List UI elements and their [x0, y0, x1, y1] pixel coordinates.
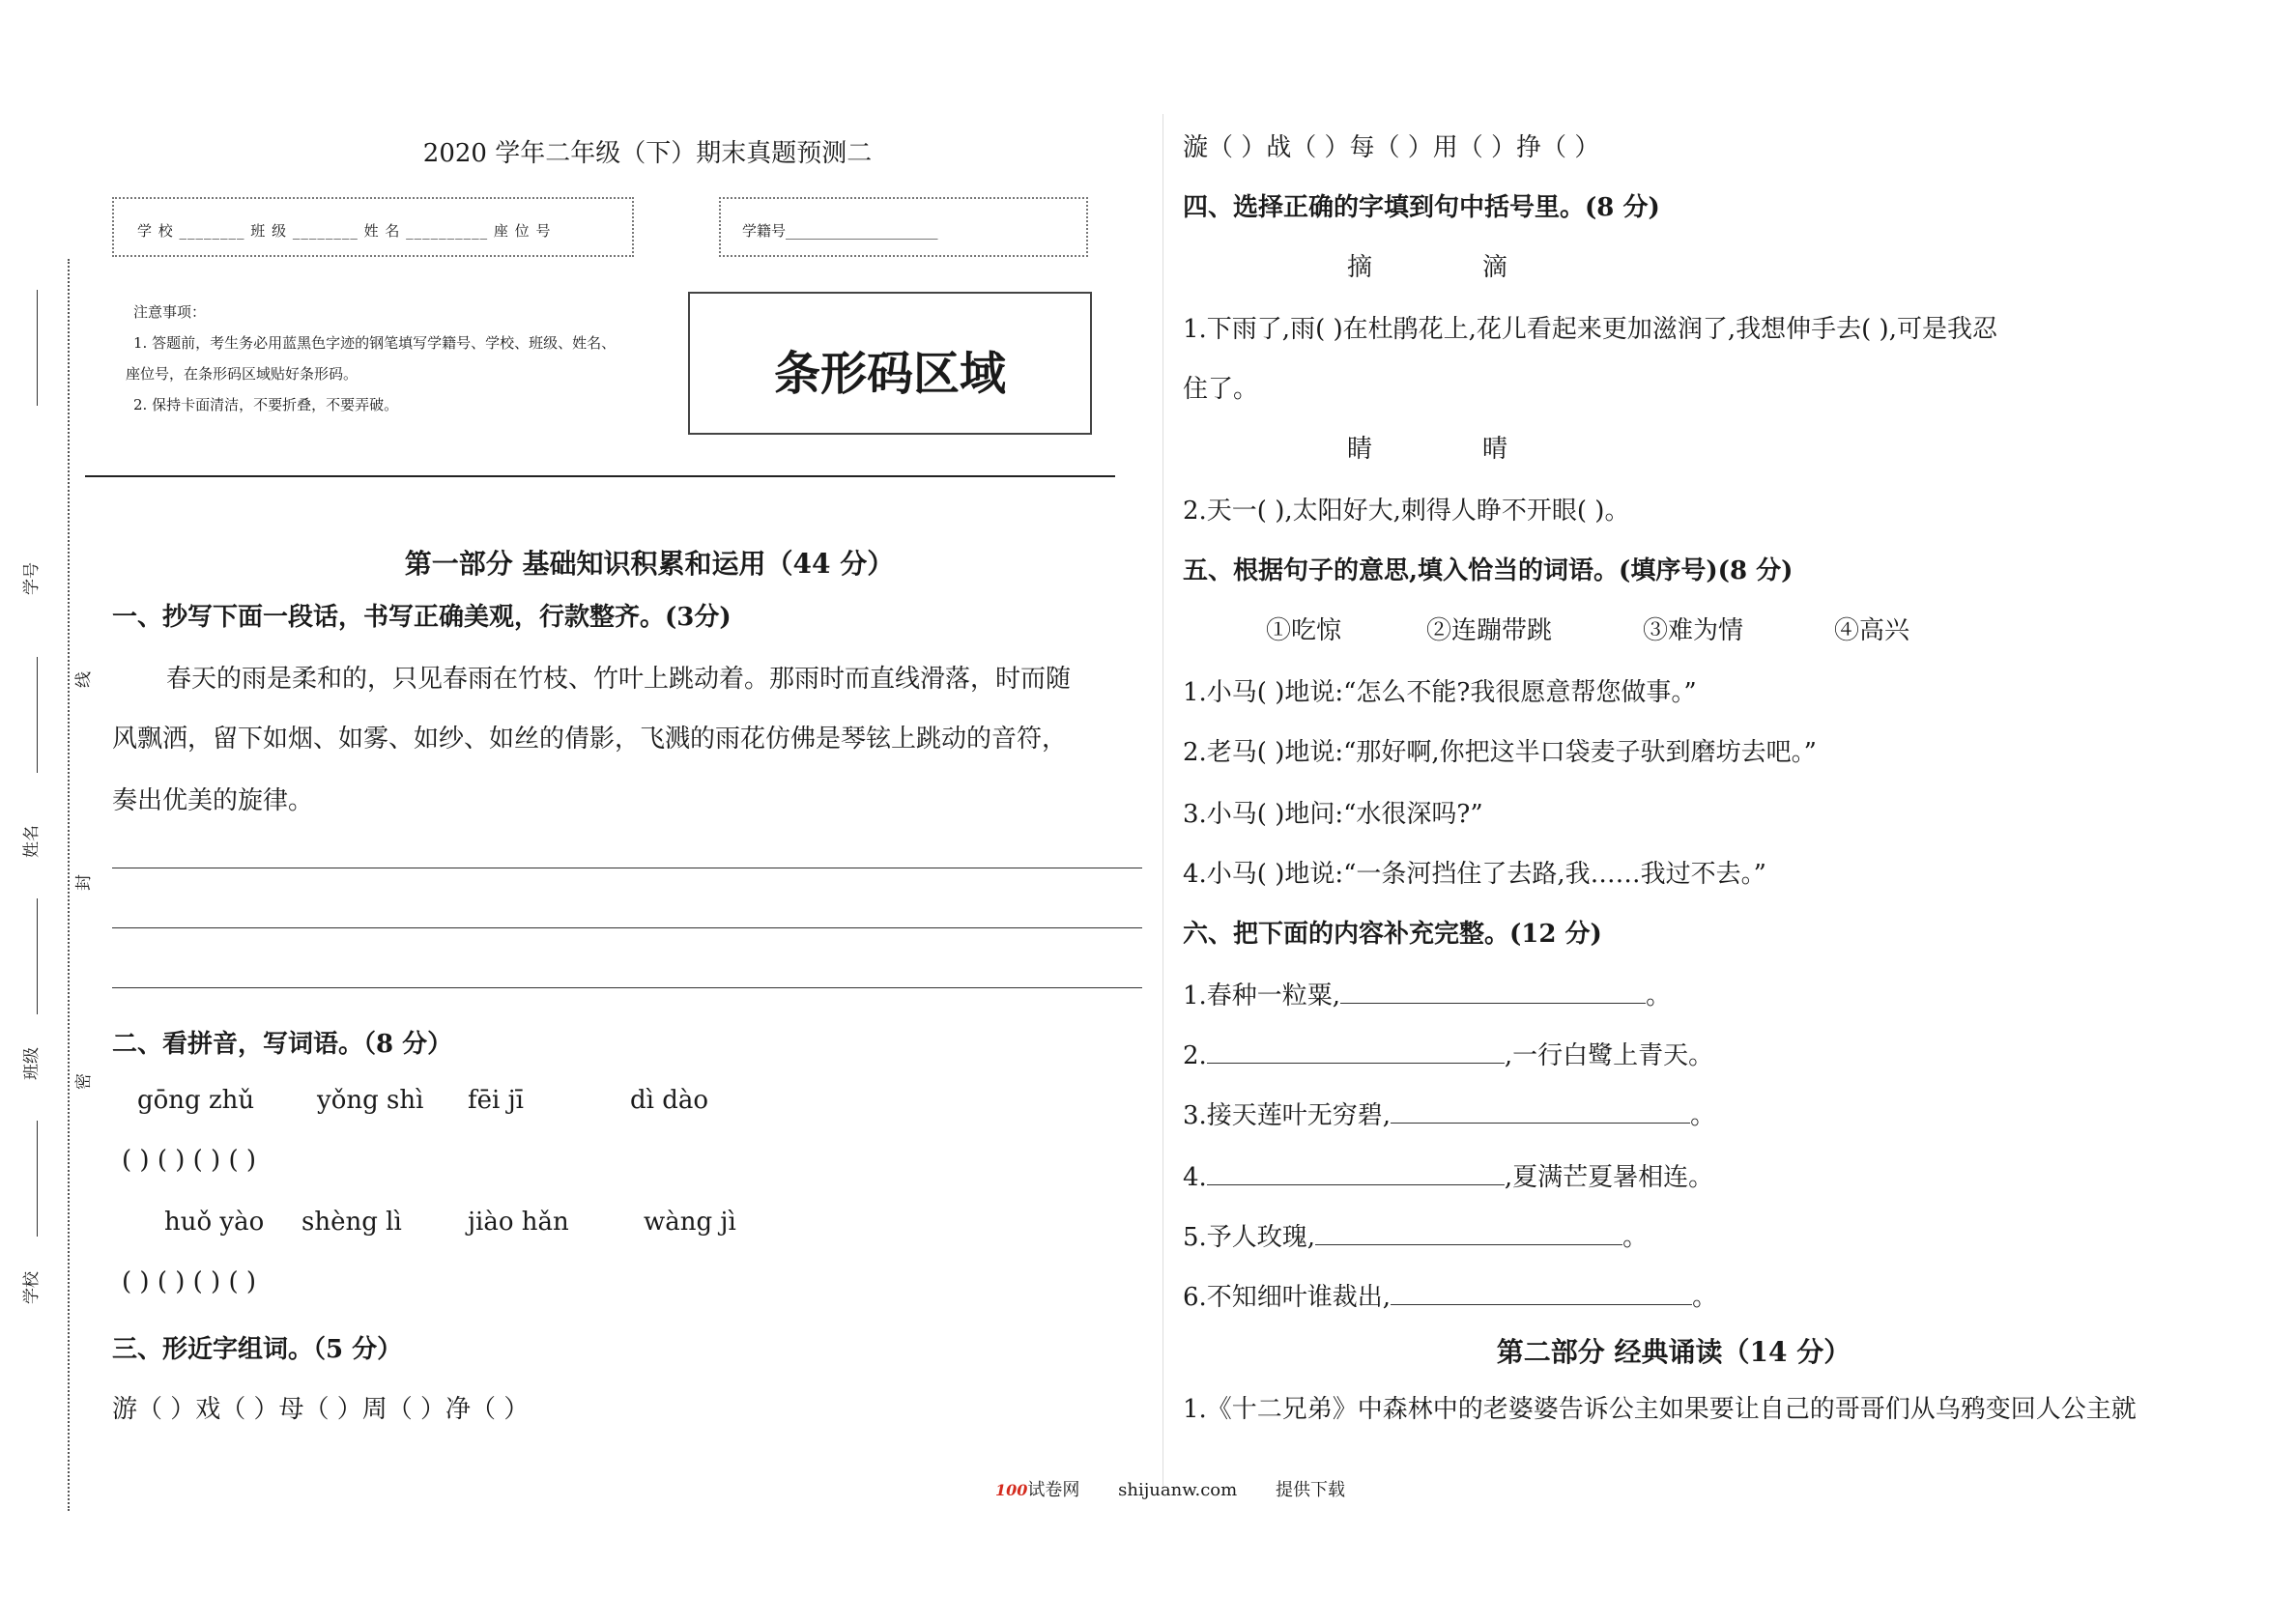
q5-item-1[interactable]: 1.小马( )地说:“怎么不能?我很愿意帮您做事。”	[1183, 678, 1697, 707]
header-divider	[85, 475, 1115, 477]
copy-line-3[interactable]	[112, 987, 1142, 988]
margin-label-school: 学校	[22, 1271, 42, 1304]
site-url[interactable]: shijuanw.com	[1118, 1480, 1238, 1500]
q5-item-4[interactable]: 4.小马( )地说:“一条河挡住了去路,我……我过不去。”	[1183, 860, 1766, 889]
q6-item-5-prefix: 5.予人玫瑰,	[1183, 1223, 1316, 1252]
exam-title: 2020 学年二年级（下）期末真题预测二	[422, 139, 873, 168]
q5-option-3: ③难为情	[1643, 616, 1744, 645]
part2-title: 第二部分 经典诵读（14 分）	[1496, 1336, 1851, 1368]
q5-option-2: ②连蹦带跳	[1426, 616, 1553, 645]
p2-question-1: 1.《十二兄弟》中森林中的老婆婆告诉公主如果要让自己的哥哥们从乌鸦变回人公主就	[1183, 1395, 2137, 1424]
q6-item-3[interactable]	[1183, 1096, 1715, 1131]
q3-line-1[interactable]: 游（ ）戏（ ）母（ ）周（ ）净（ ）	[112, 1395, 530, 1424]
q4-sentence-1b: 住了。	[1183, 375, 1259, 404]
q6-item-2-blank[interactable]	[1207, 1062, 1505, 1064]
name-blank-line-3	[37, 898, 38, 1014]
q1-passage-line-3: 奏出优美的旋律。	[112, 786, 314, 815]
q6-item-4[interactable]	[1183, 1157, 1713, 1193]
q3-title: 三、形近字组词。（5 分）	[112, 1335, 403, 1364]
q6-item-2-suffix: ,一行白鹭上青天。	[1504, 1041, 1714, 1070]
notes-line-1: 1. 答题前，考生务必用蓝黑色字迹的钢笔填写学籍号、学校、班级、姓名、	[133, 334, 617, 352]
q6-item-3-blank[interactable]	[1391, 1122, 1690, 1124]
copy-line-2[interactable]	[112, 927, 1142, 928]
seal-char-line: 线	[74, 671, 94, 688]
q6-title: 六、把下面的内容补充完整。(12 分)	[1183, 920, 1602, 949]
footer-note: 提供下载	[1275, 1480, 1345, 1500]
q6-item-1-prefix: 1.春种一粒粟,	[1183, 982, 1341, 1010]
notes-line-3: 2. 保持卡面清洁，不要折叠，不要弄破。	[133, 396, 399, 413]
q6-item-3-suffix: 。	[1690, 1101, 1716, 1130]
barcode-area	[688, 292, 1092, 435]
column-divider	[1162, 114, 1163, 1486]
q5-option-1: ①吃惊	[1266, 616, 1342, 645]
margin-label-student-id: 学号	[22, 562, 42, 595]
pinyin-3: fēi jī	[468, 1086, 524, 1115]
seal-char-seal: 封	[74, 874, 94, 891]
q6-item-4-blank[interactable]	[1207, 1183, 1505, 1185]
q6-item-6[interactable]	[1183, 1277, 1717, 1313]
q4-title: 四、选择正确的字填到句中括号里。(8 分)	[1183, 193, 1660, 222]
q1-passage-line-2: 风飘洒，留下如烟、如雾、如纱、如丝的倩影，飞溅的雨花仿佛是琴铉上跳动的音符，	[112, 725, 1068, 754]
q1-passage-line-1: 春天的雨是柔和的，只见春雨在竹枝、竹叶上跳动着。那雨时而直线滑落，时而随	[166, 665, 1072, 694]
answer-brackets-row-2[interactable]: ( ) ( ) ( ) ( )	[122, 1267, 257, 1296]
q4-char-jing: 睛	[1347, 435, 1373, 464]
pinyin-4: dì dào	[630, 1086, 709, 1115]
pinyin-6: shèng lì	[301, 1208, 402, 1237]
q4-char-qing: 晴	[1482, 435, 1508, 464]
student-id-box	[719, 197, 1088, 257]
q5-item-3[interactable]: 3.小马( )地问:“水很深吗?”	[1183, 800, 1483, 829]
pinyin-7: jiào hǎn	[468, 1208, 569, 1237]
notes-title: 注意事项：	[133, 303, 207, 321]
q6-item-1-suffix: 。	[1646, 982, 1672, 1010]
pinyin-1: gōng zhǔ	[137, 1086, 255, 1115]
site-name: 试卷网	[1027, 1480, 1080, 1500]
q4-sentence-2[interactable]: 2.天一( ),太阳好大,刺得人睁不开眼( )。	[1183, 497, 1630, 526]
q6-item-3-prefix: 3.接天莲叶无穷碧,	[1183, 1101, 1392, 1130]
q6-item-5-blank[interactable]	[1315, 1243, 1622, 1245]
name-blank-line-1	[37, 290, 38, 406]
q4-sentence-1a[interactable]: 1.下雨了,雨( )在杜鹃花上,花儿看起来更加滋润了,我想伸手去( ),可是我忍	[1183, 315, 1997, 344]
site-logo: 100	[995, 1481, 1028, 1499]
q6-item-2-prefix: 2.	[1183, 1041, 1207, 1070]
q5-item-2[interactable]: 2.老马( )地说:“那好啊,你把这半口袋麦子驮到磨坊去吧。”	[1183, 738, 1817, 767]
q6-item-1-blank[interactable]	[1340, 1002, 1646, 1004]
q6-item-6-suffix: 。	[1692, 1283, 1718, 1312]
q6-item-6-prefix: 6.不知细叶谁裁出,	[1183, 1283, 1392, 1312]
barcode-label: 条形码区域	[773, 347, 1007, 401]
student-info-fields[interactable]: 学 校 ________ 班 级 ________ 姓 名 __________ 座 位 号	[137, 222, 552, 240]
part1-title: 第一部分 基础知识积累和运用（44 分）	[404, 548, 895, 580]
seal-char-secret: 密	[74, 1073, 94, 1090]
pinyin-8: wàng jì	[644, 1208, 736, 1237]
q6-item-2[interactable]	[1183, 1036, 1713, 1071]
pinyin-2: yǒng shì	[317, 1086, 424, 1115]
q6-item-4-prefix: 4.	[1183, 1163, 1207, 1192]
footer	[995, 1476, 1345, 1501]
name-blank-line-4	[37, 1121, 38, 1237]
answer-brackets-row-1[interactable]: ( ) ( ) ( ) ( )	[122, 1146, 257, 1175]
q4-char-di: 滴	[1482, 253, 1508, 282]
q5-option-4: ④高兴	[1834, 616, 1910, 645]
student-id-field[interactable]: 学籍号_____________________	[742, 222, 938, 240]
pinyin-5: huǒ yào	[164, 1208, 265, 1237]
q1-title: 一、抄写下面一段话，书写正确美观，行款整齐。(3分)	[112, 603, 732, 632]
q4-char-zhai: 摘	[1347, 253, 1373, 282]
q6-item-5-suffix: 。	[1622, 1223, 1649, 1252]
q2-title: 二、看拼音，写词语。（8 分）	[112, 1030, 453, 1059]
q6-item-4-suffix: ,夏满芒夏暑相连。	[1504, 1163, 1714, 1192]
q6-item-1[interactable]	[1183, 976, 1671, 1011]
q6-item-5[interactable]	[1183, 1217, 1648, 1253]
name-blank-line-2	[37, 657, 38, 773]
q6-item-6-blank[interactable]	[1391, 1303, 1692, 1305]
notes-line-2: 座位号，在条形码区域贴好条形码。	[126, 365, 359, 383]
margin-label-name: 姓名	[22, 825, 42, 858]
q5-title: 五、根据句子的意思,填入恰当的词语。(填序号)(8 分)	[1183, 556, 1794, 585]
student-info-box	[112, 197, 634, 257]
margin-label-class: 班级	[22, 1047, 42, 1080]
q3-line-2[interactable]: 漩（ ）战（ ）每（ ）用（ ）挣（ ）	[1183, 133, 1600, 162]
